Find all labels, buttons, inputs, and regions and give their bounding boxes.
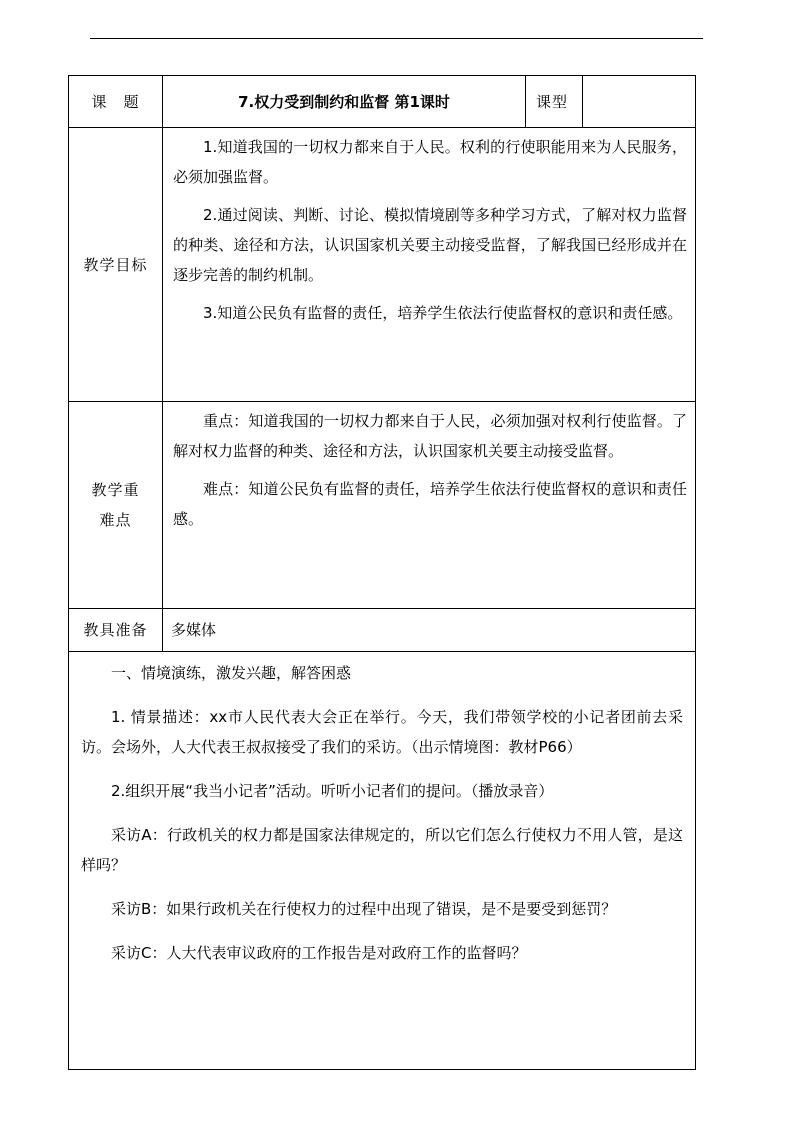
objective-item: 3.知道公民负有监督的责任，培养学生依法行使监督权的意识和责任感。 bbox=[203, 304, 683, 322]
key-points-content bbox=[163, 402, 696, 609]
difficult-point-text: 难点：知道公民负有监督的责任，培养学生依法行使监督权的意识和责任感。 bbox=[173, 480, 687, 528]
process-heading: 一、情境演练，激发兴趣，解答困惑 bbox=[111, 664, 352, 682]
key-point-text: 重点：知道我国的一切权力都来自于人民，必须加强对权利行使监督。了解对权力监督的种类、途径和方法，认识国家机关要主动接受监督。 bbox=[173, 412, 687, 460]
key-points-label-line1: 教学重 bbox=[91, 481, 140, 499]
process-paragraph: 采访A：行政机关的权力都是国家法律规定的，所以它们怎么行使权力不用人管，是这样吗？ bbox=[81, 826, 683, 874]
title-row bbox=[69, 76, 696, 128]
type-value bbox=[583, 76, 696, 128]
lesson-plan-table bbox=[68, 75, 696, 1070]
objectives-label: 教学目标 bbox=[69, 128, 163, 402]
tools-row bbox=[69, 609, 696, 652]
objective-item: 1.知道我国的一切权力都来自于人民。权利的行使职能用来为人民服务，必须加强监督。 bbox=[173, 138, 687, 186]
objectives-content bbox=[163, 128, 696, 402]
course-title: 7.权力受到制约和监督 第1课时 bbox=[163, 76, 526, 128]
tools-value: 多媒体 bbox=[163, 609, 696, 652]
objective-item: 2.通过阅读、判断、讨论、模拟情境剧等多种学习方式，了解对权力监督的种类、途径和方法，认识国家机关要主动接受监督，了解我国已经形成并在逐步完善的制约机制。 bbox=[173, 206, 687, 284]
course-label: 课 题 bbox=[69, 76, 163, 128]
type-label: 课型 bbox=[526, 76, 583, 128]
key-points-row bbox=[69, 402, 696, 609]
process-row bbox=[69, 652, 696, 1070]
process-paragraph: 采访B：如果行政机关在行使权力的过程中出现了错误，是不是要受到惩罚？ bbox=[111, 900, 617, 918]
process-paragraph: 采访C：人大代表审议政府的工作报告是对政府工作的监督吗？ bbox=[111, 944, 527, 962]
tools-label: 教具准备 bbox=[69, 609, 163, 652]
process-content bbox=[69, 652, 696, 1070]
key-points-label bbox=[69, 402, 163, 609]
header-rule bbox=[90, 38, 703, 39]
key-points-label-line2: 难点 bbox=[99, 511, 132, 529]
objectives-row bbox=[69, 128, 696, 402]
process-paragraph: 2.组织开展“我当小记者”活动。听听小记者们的提问。（播放录音） bbox=[111, 782, 554, 800]
process-paragraph: 1. 情景描述：xx市人民代表大会正在举行。今天，我们带领学校的小记者团前去采访。会场外，人大代表王叔叔接受了我们的采访。（出示情境图：教材P66） bbox=[81, 708, 683, 756]
